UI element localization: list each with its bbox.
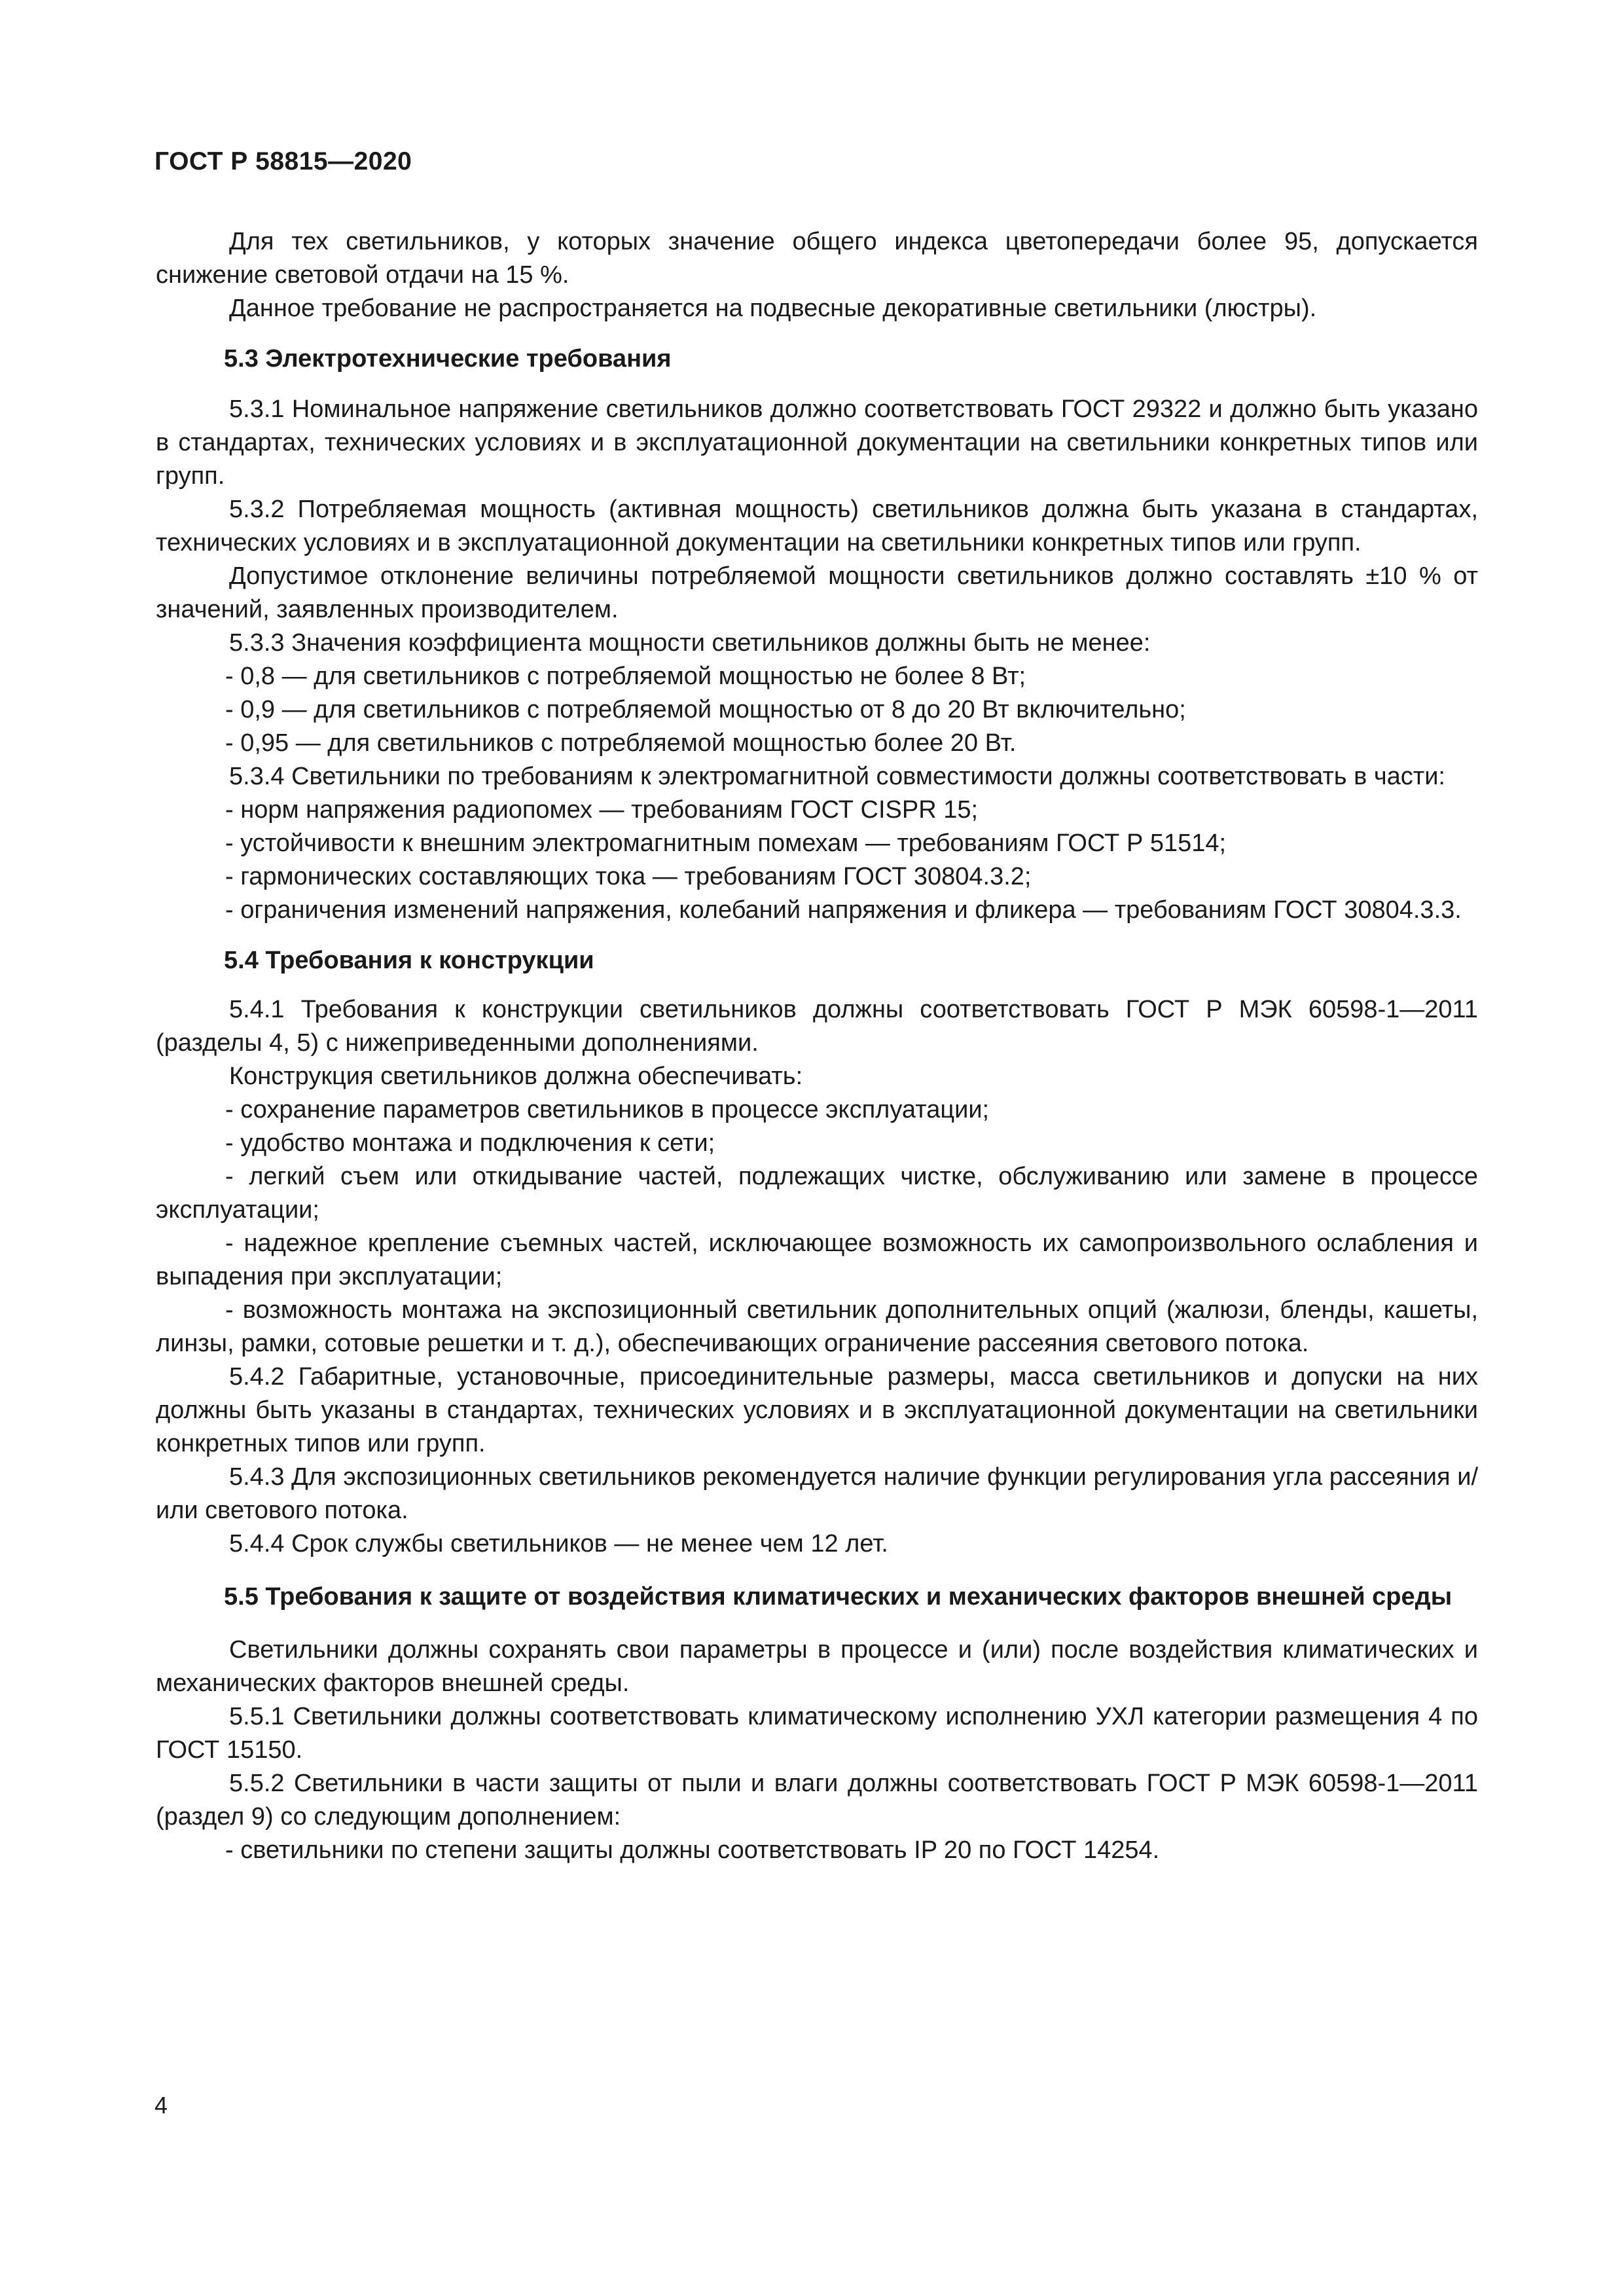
paragraph: 5.3.4 Светильники по требованиям к электромагнитной совместимости должны соответствовать в части: — [229, 763, 1445, 790]
list-item: - сохранение параметров светильников в процессе эксплуатации; — [225, 1096, 990, 1123]
list-item: - 0,95 — для светильников с потребляемой мощностью более 20 Вт. — [225, 729, 1017, 757]
list-item: - 0,8 — для светильников с потребляемой мощностью не более 8 Вт; — [225, 663, 1026, 690]
list-item: - норм напряжения радиопомех — требованиям ГОСТ CISPR 15; — [225, 796, 979, 824]
list-item: - светильники по степени защиты должны соответствовать IP 20 по ГОСТ 14254. — [225, 1836, 1160, 1864]
paragraph: 5.3.1 Номинальное напряжение светильников должно соответствовать ГОСТ 29322 и должно быть указано в стандартах, технических условиях и в эксплуатационной документации на светильники конкретных типов или групп. — [156, 395, 1478, 490]
paragraph: Для тех светильников, у которых значение общего индекса цветопередачи более 95, допускается снижение световой отдачи на 15 %. — [156, 228, 1478, 289]
paragraph: 5.5.1 Светильники должны соответствовать климатическому исполнению УХЛ категории размещения 4 по ГОСТ 15150. — [156, 1703, 1478, 1764]
list-item: - возможность монтажа на экспозиционный светильник дополнительных опций (жалюзи, бленды, кашеты, линзы, рамки, сотовые решетки и т. д.), обеспечивающих ограничение рассеяния светового потока. — [156, 1296, 1478, 1357]
paragraph: Допустимое отклонение величины потребляемой мощности светильников должно составлять ±10 % от значений, заявленных производителем. — [156, 562, 1478, 623]
paragraph: 5.3.2 Потребляемая мощность (активная мощность) светильников должна быть указана в стандартах, технических условиях и в эксплуатационной документации на светильники конкретных типов или групп. — [156, 496, 1478, 556]
paragraph: 5.4.4 Срок службы светильников — не менее чем 12 лет. — [229, 1530, 888, 1558]
paragraph: 5.4.3 Для экспозиционных светильников рекомендуется наличие функции регулирования угла рассеяния и/или светового потока. — [156, 1463, 1478, 1524]
page-number: 4 — [154, 2092, 168, 2119]
document-body — [156, 225, 1478, 1867]
list-item: - ограничения изменений напряжения, колебаний напряжения и фликера — требованиям ГОСТ 30804.3.3. — [225, 896, 1462, 924]
paragraph: Данное требование не распространяется на подвесные декоративные светильники (люстры). — [229, 295, 1317, 322]
section-heading-5-5: 5.5 Требования к защите от воздействия климатических и механических факторов внешней среды — [224, 1583, 1453, 1611]
paragraph: 5.3.3 Значения коэффициента мощности светильников должны быть не менее: — [229, 629, 1151, 657]
section-heading-5-4: 5.4 Требования к конструкции — [224, 947, 594, 974]
list-item: - устойчивости к внешним электромагнитным помехам — требованиям ГОСТ Р 51514; — [225, 829, 1227, 857]
list-item: - удобство монтажа и подключения к сети; — [225, 1129, 715, 1157]
paragraph: 5.5.2 Светильники в части защиты от пыли и влаги должны соответствовать ГОСТ Р МЭК 60598-1—2011 (раздел 9) со следующим дополнением: — [156, 1770, 1478, 1831]
list-item: - легкий съем или откидывание частей, подлежащих чистке, обслуживанию или замене в процессе эксплуатации; — [156, 1163, 1478, 1224]
paragraph: Светильники должны сохранять свои параметры в процессе и (или) после воздействия климатических и механических факторов внешней среды. — [156, 1636, 1478, 1697]
document-header: ГОСТ Р 58815—2020 — [154, 147, 412, 175]
list-item: - гармонических составляющих тока — требованиям ГОСТ 30804.3.2; — [225, 863, 1032, 890]
section-heading-5-3: 5.3 Электротехнические требования — [224, 345, 672, 373]
paragraph: 5.4.1 Требования к конструкции светильников должны соответствовать ГОСТ Р МЭК 60598-1—2011 (разделы 4, 5) с нижеприведенными дополнениями. — [156, 996, 1478, 1057]
paragraph: 5.4.2 Габаритные, установочные, присоединительные размеры, масса светильников и допуски на них должны быть указаны в стандартах, технических условиях и в эксплуатационной документации на светильники конкретных типов или групп. — [156, 1363, 1478, 1457]
list-item: - 0,9 — для светильников с потребляемой мощностью от 8 до 20 Вт включительно; — [225, 696, 1186, 723]
list-item: - надежное крепление съемных частей, исключающее возможность их самопроизвольного ослабления и выпадения при эксплуатации; — [156, 1230, 1478, 1290]
paragraph: Конструкция светильников должна обеспечивать: — [229, 1063, 803, 1090]
